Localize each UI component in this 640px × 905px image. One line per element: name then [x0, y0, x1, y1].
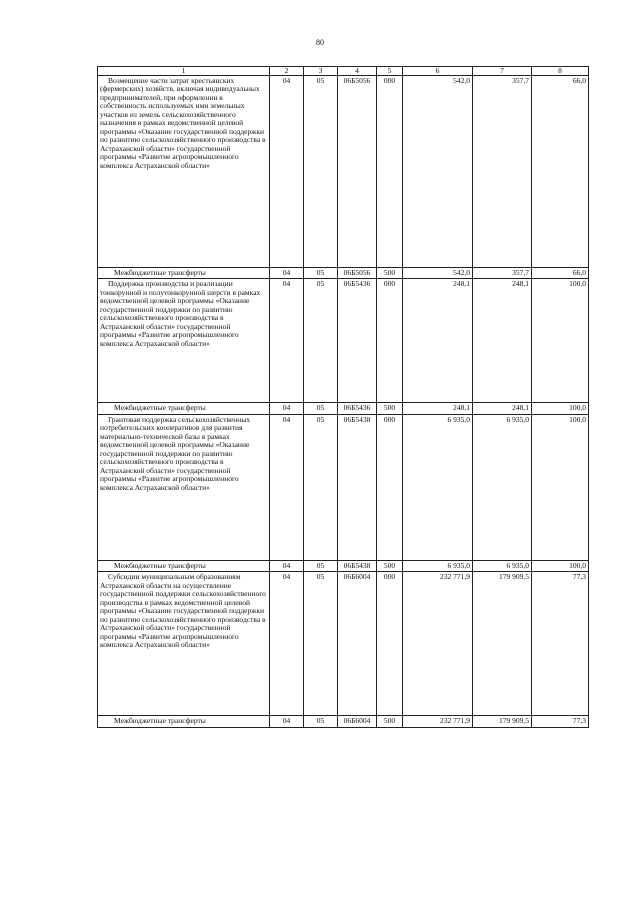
- column-header: 3: [304, 67, 338, 76]
- cell-section: 04: [270, 560, 304, 571]
- column-header: 6: [403, 67, 473, 76]
- column-header: 8: [532, 67, 589, 76]
- cell-subsection: 05: [304, 76, 338, 268]
- cell-subsection: 05: [304, 268, 338, 279]
- cell-executed-amount: 179 909,5: [473, 716, 532, 727]
- cell-approved-amount: 542,0: [403, 76, 473, 268]
- cell-executed-amount: 6 935,0: [473, 414, 532, 560]
- cell-section: 04: [270, 268, 304, 279]
- cell-target-article: 06Б6004: [338, 572, 377, 716]
- cell-approved-amount: 232 771,9: [403, 716, 473, 727]
- cell-execution-percent: 100,0: [532, 279, 589, 403]
- cell-executed-amount: 248,1: [473, 403, 532, 414]
- row-description: Грантовая поддержка сельскохозяйственных потребительских кооперативов для развития материально-технической базы в рамках ведомственной целевой программы «Оказание государственной поддержки по развитию сельскохозяйственного производства в Астраханской области» государственной программы «Развитие агропромышленного комплекса Астраханской области»: [98, 414, 270, 560]
- cell-expense-type: 000: [377, 572, 403, 716]
- column-header: 4: [338, 67, 377, 76]
- cell-expense-type: 500: [377, 716, 403, 727]
- table-row: [98, 268, 589, 279]
- table-row: [98, 572, 589, 716]
- cell-execution-percent: 100,0: [532, 414, 589, 560]
- cell-target-article: 06Б5056: [338, 76, 377, 268]
- cell-subsection: 05: [304, 414, 338, 560]
- cell-approved-amount: 6 935,0: [403, 560, 473, 571]
- cell-expense-type: 000: [377, 76, 403, 268]
- table-header-row: [98, 67, 589, 76]
- row-description: Межбюджетные трансферты: [98, 268, 270, 279]
- cell-subsection: 05: [304, 716, 338, 727]
- cell-subsection: 05: [304, 403, 338, 414]
- cell-target-article: 06Б5436: [338, 279, 377, 403]
- cell-approved-amount: 248,1: [403, 403, 473, 414]
- table-row: [98, 403, 589, 414]
- cell-target-article: 06Б5438: [338, 414, 377, 560]
- cell-approved-amount: 232 771,9: [403, 572, 473, 716]
- cell-execution-percent: 100,0: [532, 560, 589, 571]
- cell-expense-type: 000: [377, 279, 403, 403]
- row-description: Возмещение части затрат крестьянских (фермерских) хозяйств, включая индивидуальных предпринимателей, при оформлении в собственность используемых ими земельных участков из земель сельскохозяйственного назначения в рамках ведомственной целевой программы «Оказание государственной поддержки по развитию сельскохозяйственного производства в Астраханской области» государственной программы «Развитие агропромышленного комплекса Астраханской области»: [98, 76, 270, 268]
- cell-approved-amount: 248,1: [403, 279, 473, 403]
- cell-executed-amount: 357,7: [473, 76, 532, 268]
- table-row: [98, 560, 589, 571]
- column-header: 1: [98, 67, 270, 76]
- cell-approved-amount: 542,0: [403, 268, 473, 279]
- table-row: [98, 716, 589, 727]
- cell-subsection: 05: [304, 572, 338, 716]
- cell-section: 04: [270, 403, 304, 414]
- row-description: Межбюджетные трансферты: [98, 403, 270, 414]
- row-description: Поддержка производства и реализации тонкорунной и полутонкорунной шерсти в рамках ведомственной целевой программы «Оказание государственной поддержки по развитию сельскохозяйственного производства в Астраханской области» государственной программы «Развитие агропромышленного комплекса Астраханской области»: [98, 279, 270, 403]
- cell-section: 04: [270, 716, 304, 727]
- cell-approved-amount: 6 935,0: [403, 414, 473, 560]
- column-header: 7: [473, 67, 532, 76]
- cell-expense-type: 000: [377, 414, 403, 560]
- row-description: Субсидии муниципальным образованиям Астраханской области на осуществление государственной поддержки сельскохозяйственного производства в рамках ведомственной целевой программы «Оказание государственной поддержки по развитию сельскохозяйственного производства в Астраханской области» государственной программы «Развитие агропромышленного комплекса Астраханской области»: [98, 572, 270, 716]
- table-row: [98, 279, 589, 403]
- cell-subsection: 05: [304, 560, 338, 571]
- cell-execution-percent: 100,0: [532, 403, 589, 414]
- cell-expense-type: 500: [377, 560, 403, 571]
- cell-expense-type: 500: [377, 403, 403, 414]
- cell-execution-percent: 66,0: [532, 268, 589, 279]
- row-description: Межбюджетные трансферты: [98, 716, 270, 727]
- cell-section: 04: [270, 279, 304, 403]
- budget-table: [97, 66, 589, 728]
- cell-execution-percent: 66,0: [532, 76, 589, 268]
- cell-section: 04: [270, 76, 304, 268]
- cell-execution-percent: 77,3: [532, 716, 589, 727]
- row-description: Межбюджетные трансферты: [98, 560, 270, 571]
- column-header: 5: [377, 67, 403, 76]
- cell-target-article: 06Б5436: [338, 403, 377, 414]
- cell-execution-percent: 77,3: [532, 572, 589, 716]
- cell-executed-amount: 179 909,5: [473, 572, 532, 716]
- page-number: 80: [316, 38, 324, 47]
- cell-executed-amount: 6 935,0: [473, 560, 532, 571]
- cell-target-article: 06Б6004: [338, 716, 377, 727]
- cell-executed-amount: 357,7: [473, 268, 532, 279]
- cell-section: 04: [270, 572, 304, 716]
- cell-target-article: 06Б5056: [338, 268, 377, 279]
- column-header: 2: [270, 67, 304, 76]
- table-row: [98, 76, 589, 268]
- cell-target-article: 06Б5438: [338, 560, 377, 571]
- cell-subsection: 05: [304, 279, 338, 403]
- cell-expense-type: 500: [377, 268, 403, 279]
- cell-executed-amount: 248,1: [473, 279, 532, 403]
- table-row: [98, 414, 589, 560]
- cell-section: 04: [270, 414, 304, 560]
